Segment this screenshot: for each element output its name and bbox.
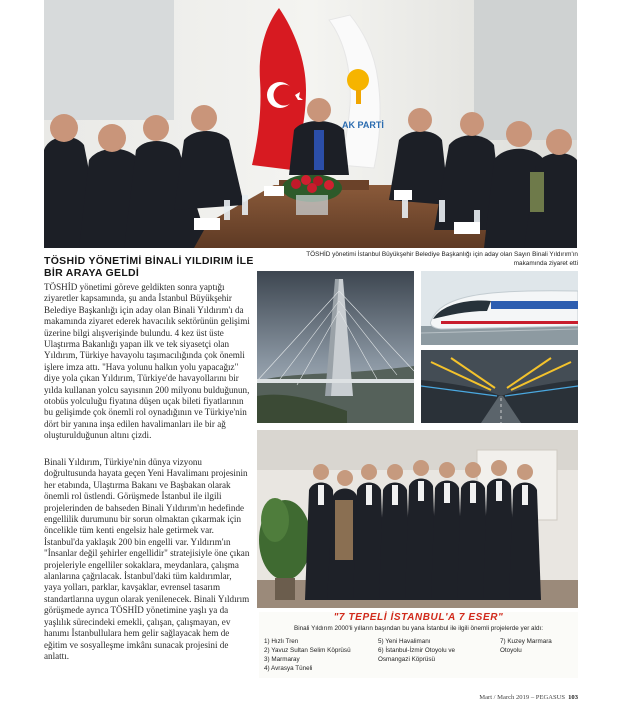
article-paragraph-1: TÖSHİD yönetimi göreve geldikten sonra yaptığı ziyaretler kapsamında, şu anda İstanbul Büyükşehir Belediye Başkanlığı için aday olan Binali Yıldırım'ı da makamında ziyaret ederek havacılık sektörünün gelişimi üzerine bilgi alışverişinde bulundu. 4 kez üst üste Ulaştırma Bakanlığı yapan ilk ve tek siyasetçi olan Yıldırım, Türkiye havayolu taşımacılığında çok önemli işlere imza attı. "Hava yolunu halkın yolu yapacağız" diye yola çıkan Yıldırım, Türkiye'de havayollarını bir yılda kullanan yolcu sayısının 200 milyonu bulduğunun, otobüs yolculuğu fiyatına düşen uçak bileti fiyatlarının bu gelişimde çok önemli rol oynadığının ve Türkiye'nin dört bir yanına inşa edilen havalimanları ile bir ağ oluşturulduğunun altını çizdi. <box>44 282 250 441</box>
projects-intro: Binali Yıldırım 2000'li yılların başından bu yana İstanbul ile ilgili önemli projelerde yer aldı: <box>294 625 543 632</box>
group-photo-illustration <box>257 430 578 608</box>
project-item: 1) Hızlı Tren <box>264 638 299 645</box>
project-item: 3) Marmaray <box>264 656 300 664</box>
hero-photo-caption: TÖSHİD yönetimi İstanbul Büyükşehir Belediye Başkanlığı için aday olan Sayın Binali Yıldırım'ın makamında ziyaret etti <box>306 251 578 267</box>
project-item: Osmangazi Köprüsü <box>378 656 436 664</box>
bridge-icon <box>257 271 414 423</box>
projects-box <box>259 612 578 678</box>
tunnel-photo <box>421 350 578 423</box>
meeting-photo-illustration <box>44 0 577 248</box>
project-item: 6) İstanbul-İzmir Otoyolu ve <box>378 647 455 655</box>
projects-column-1 <box>264 637 372 673</box>
project-item: Otoyolu <box>500 647 522 655</box>
footer-text: Mart / March 2019 – PEGASUS <box>479 694 566 701</box>
svg-text:AK PARTİ: AK PARTİ <box>342 120 384 130</box>
project-item: 5) Yeni Havalimanı <box>378 638 431 645</box>
project-item: 4) Avrasya Tüneli <box>264 665 313 673</box>
projects-column-3 <box>500 637 580 655</box>
article-headline: TÖSHİD YÖNETİMİ BİNALİ YILDIRIM İLE BİR ARAYA GELDİ <box>44 255 254 279</box>
tie <box>314 130 324 170</box>
train-photo <box>421 271 578 345</box>
projects-title: "7 TEPELİ İSTANBUL'A 7 ESER" <box>333 612 504 623</box>
tunnel-icon <box>421 350 578 423</box>
page-number: 103 <box>568 694 578 701</box>
project-item: 2) Yavuz Sultan Selim Köprüsü <box>264 647 351 655</box>
projects-column-2 <box>378 637 496 664</box>
page-footer <box>479 694 578 701</box>
hero-photo-meeting <box>44 0 577 248</box>
project-item: 7) Kuzey Marmara <box>500 638 552 645</box>
article-paragraph-2: Binali Yıldırım, Türkiye'nin dünya vizyonu doğrultusunda hayata geçen Yeni Havalimanı projesinin her etabında, Ulaştırma Bakanı ve Başbakan olarak önemli rol üstlendi. Görüşmede İstanbul ile ilgili projelerinden de bahseden Binali Yıldırım'ın hedefinde engellilik durumunu bir sorun olmaktan çıkarmak için öncelikle tüm kenti engelsiz hale getirmek var. İstanbul'da yaklaşık 200 bin engelli var. Yıldırım'ın "İnsanlar değil şehirler engellidir" stratejisiyle öne çıkan projeleriyle engelliler sokaklara, meydanlara, çalışma alanlarına çağrılacak. İstanbul'daki tüm kaldırımlar, yaya yolları, parklar, kavşaklar, evrensel tasarım standartlarına uygun olarak yenilenecek. Binali Yıldırım görüşmede ayrıca TÖSHİD yönetimine yaşlı ya da yaşlılık sürecindeki emekli, çalışan, çalışmayan, ev hanımı İstanbullulara hem gelir sağlayacak hem de eğitim ve sosyalleşme imkânı sunacak projesini de anlattı. <box>44 457 250 661</box>
group-photo <box>257 430 578 608</box>
high-speed-train-icon <box>421 271 578 345</box>
bridge-photo <box>257 271 414 423</box>
